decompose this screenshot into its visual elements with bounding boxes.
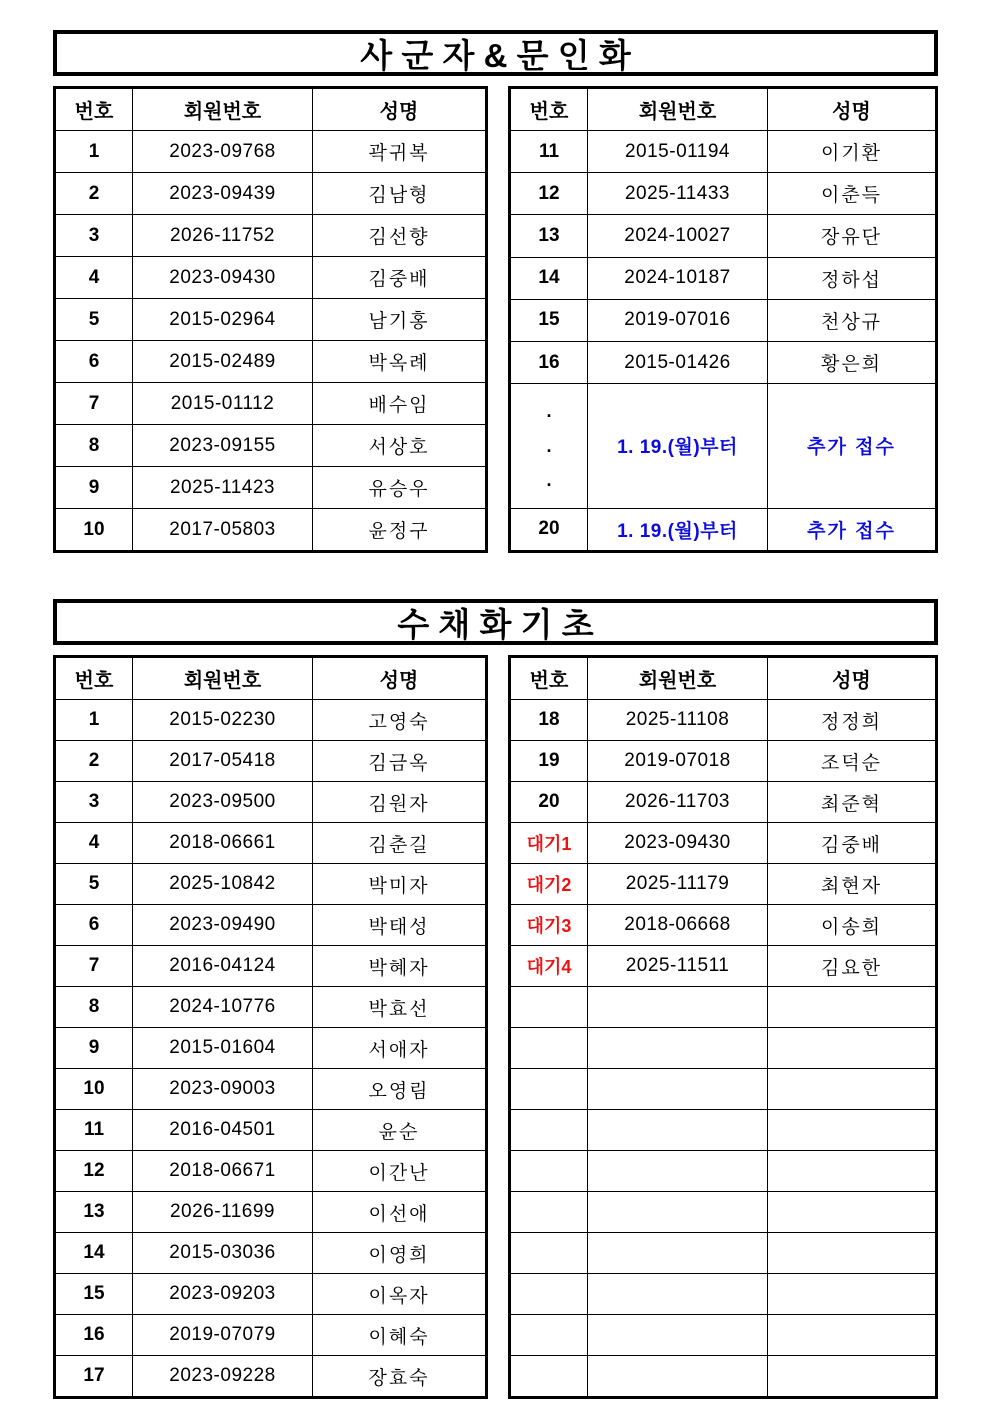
table-row xyxy=(510,215,937,257)
member-no-cell: 2025-11511 xyxy=(588,946,768,987)
table-row xyxy=(55,1233,487,1274)
name-cell: 조덕순 xyxy=(768,741,937,782)
row-no-cell: 17 xyxy=(55,1356,133,1398)
name-cell xyxy=(768,1356,937,1398)
name-cell: 박미자 xyxy=(313,864,487,905)
table-row xyxy=(55,257,487,299)
member-no-cell: 2015-03036 xyxy=(133,1233,313,1274)
name-cell: 윤정구 xyxy=(313,509,487,552)
header-member-no: 회원번호 xyxy=(588,657,768,700)
row-no-cell: 10 xyxy=(55,1069,133,1110)
row-no-cell xyxy=(510,1233,588,1274)
row-no-cell xyxy=(510,1151,588,1192)
row-no-cell: 20 xyxy=(510,508,588,551)
name-cell: 이간난 xyxy=(313,1151,487,1192)
name-cell: 이춘득 xyxy=(768,173,937,215)
name-cell xyxy=(768,1315,937,1356)
member-no-cell: 2019-07016 xyxy=(588,299,768,341)
name-cell xyxy=(768,1151,937,1192)
table-row xyxy=(55,700,487,741)
name-cell: 김요한 xyxy=(768,946,937,987)
name-cell: 추가 접수 xyxy=(768,384,937,509)
table-row xyxy=(55,1069,487,1110)
row-no-cell: 4 xyxy=(55,823,133,864)
row-no-cell xyxy=(510,987,588,1028)
name-cell xyxy=(768,1274,937,1315)
row-no-cell: 10 xyxy=(55,509,133,552)
member-no-cell: 2023-09439 xyxy=(133,173,313,215)
table-row xyxy=(55,1192,487,1233)
name-cell: 최현자 xyxy=(768,864,937,905)
name-cell: 김중배 xyxy=(768,823,937,864)
row-no-cell: 7 xyxy=(55,383,133,425)
table-row xyxy=(55,1315,487,1356)
member-no-cell: 2016-04124 xyxy=(133,946,313,987)
row-no-cell: 1 xyxy=(55,700,133,741)
member-no-cell: 2024-10187 xyxy=(588,257,768,299)
table-row xyxy=(510,1356,937,1398)
table-row xyxy=(510,1274,937,1315)
member-no-cell: 2019-07018 xyxy=(588,741,768,782)
table-row xyxy=(510,1315,937,1356)
table-row xyxy=(510,1233,937,1274)
name-cell xyxy=(768,1110,937,1151)
member-no-cell: 2023-09768 xyxy=(133,131,313,173)
header-member-no: 회원번호 xyxy=(588,88,768,131)
header-name: 성명 xyxy=(313,657,487,700)
row-no-cell: 3 xyxy=(55,782,133,823)
section-title-box xyxy=(53,599,938,645)
member-no-cell: 2015-01112 xyxy=(133,383,313,425)
member-no-cell: 2015-02489 xyxy=(133,341,313,383)
table-row xyxy=(510,1028,937,1069)
row-no-cell xyxy=(510,1110,588,1151)
table-row xyxy=(55,509,487,552)
section-tables xyxy=(53,86,938,553)
header-row xyxy=(510,657,937,700)
name-cell: 고영숙 xyxy=(313,700,487,741)
table-row xyxy=(55,864,487,905)
table-row xyxy=(55,341,487,383)
roster-table-right xyxy=(508,86,938,553)
member-no-cell: 2023-09490 xyxy=(133,905,313,946)
table-row xyxy=(55,1028,487,1069)
roster-table-right xyxy=(508,655,938,1399)
ellipsis-dot: . xyxy=(546,401,552,422)
member-no-cell xyxy=(588,1233,768,1274)
table-row xyxy=(55,987,487,1028)
waiting-notice-row xyxy=(510,384,937,509)
row-no-cell: 13 xyxy=(510,215,588,257)
member-no-cell: 2015-02964 xyxy=(133,299,313,341)
name-cell: 장효숙 xyxy=(313,1356,487,1398)
row-no-cell: 18 xyxy=(510,700,588,741)
name-cell: 김남형 xyxy=(313,173,487,215)
table-row xyxy=(55,1274,487,1315)
header-no: 번호 xyxy=(55,88,133,131)
row-no-cell: 5 xyxy=(55,299,133,341)
name-cell: 정하섭 xyxy=(768,257,937,299)
name-cell: 윤순 xyxy=(313,1110,487,1151)
name-cell: 이선애 xyxy=(313,1192,487,1233)
member-no-cell: 2024-10776 xyxy=(133,987,313,1028)
member-no-cell: 2018-06661 xyxy=(133,823,313,864)
header-name: 성명 xyxy=(768,657,937,700)
member-no-cell: 2026-11752 xyxy=(133,215,313,257)
name-cell: 장유단 xyxy=(768,215,937,257)
name-cell xyxy=(768,987,937,1028)
row-no-cell: 2 xyxy=(55,173,133,215)
member-no-cell: 2017-05418 xyxy=(133,741,313,782)
member-no-cell: 2018-06668 xyxy=(588,905,768,946)
member-no-cell: 2015-01426 xyxy=(588,341,768,383)
member-no-cell: 2023-09430 xyxy=(133,257,313,299)
table-row xyxy=(510,1069,937,1110)
name-cell: 배수임 xyxy=(313,383,487,425)
ellipsis-dot: . xyxy=(546,470,552,491)
name-cell: 김선향 xyxy=(313,215,487,257)
row-no-cell: 16 xyxy=(55,1315,133,1356)
member-no-cell: 2025-11179 xyxy=(588,864,768,905)
member-no-cell: 2024-10027 xyxy=(588,215,768,257)
row-no-cell: 12 xyxy=(55,1151,133,1192)
section-title: 수채화기초 xyxy=(397,605,603,643)
member-no-cell: 2015-01194 xyxy=(588,131,768,173)
table-row xyxy=(510,946,937,987)
member-no-cell xyxy=(588,1192,768,1233)
header-no: 번호 xyxy=(55,657,133,700)
row-no-cell: 19 xyxy=(510,741,588,782)
ellipsis-cell xyxy=(510,384,588,509)
section-tables xyxy=(53,655,938,1399)
row-no-cell: 11 xyxy=(55,1110,133,1151)
header-no: 번호 xyxy=(510,657,588,700)
row-no-cell xyxy=(510,1356,588,1398)
table-row xyxy=(510,1151,937,1192)
row-no-cell: 11 xyxy=(510,131,588,173)
member-no-cell: 1. 19.(월)부터 xyxy=(588,508,768,551)
member-no-cell xyxy=(588,1069,768,1110)
table-row xyxy=(510,782,937,823)
row-no-cell: 7 xyxy=(55,946,133,987)
row-no-cell: 8 xyxy=(55,987,133,1028)
name-cell: 김금옥 xyxy=(313,741,487,782)
name-cell: 이기환 xyxy=(768,131,937,173)
name-cell: 황은희 xyxy=(768,341,937,383)
section-suchaehwa-gicho xyxy=(53,599,938,1399)
roster-table-left xyxy=(53,655,488,1399)
row-no-cell xyxy=(510,1192,588,1233)
table-row xyxy=(510,1110,937,1151)
row-no-cell: 4 xyxy=(55,257,133,299)
name-cell: 곽귀복 xyxy=(313,131,487,173)
table-row xyxy=(55,1356,487,1398)
table-row xyxy=(510,987,937,1028)
row-no-cell: 9 xyxy=(55,1028,133,1069)
table-row xyxy=(55,823,487,864)
name-cell: 유승우 xyxy=(313,467,487,509)
member-no-cell: 2025-11433 xyxy=(588,173,768,215)
row-no-cell xyxy=(510,1274,588,1315)
roster-table-left xyxy=(53,86,488,553)
member-no-cell: 2023-09003 xyxy=(133,1069,313,1110)
table-row xyxy=(55,946,487,987)
ellipsis-dot: . xyxy=(546,435,552,456)
table-row xyxy=(510,508,937,551)
name-cell: 김원자 xyxy=(313,782,487,823)
member-no-cell: 2016-04501 xyxy=(133,1110,313,1151)
row-no-cell: 16 xyxy=(510,341,588,383)
member-no-cell xyxy=(588,1315,768,1356)
row-no-cell: 13 xyxy=(55,1192,133,1233)
header-member-no: 회원번호 xyxy=(133,657,313,700)
name-cell: 김춘길 xyxy=(313,823,487,864)
member-no-cell: 2019-07079 xyxy=(133,1315,313,1356)
member-no-cell: 2026-11699 xyxy=(133,1192,313,1233)
name-cell: 서애자 xyxy=(313,1028,487,1069)
row-no-cell: 대기1 xyxy=(510,823,588,864)
section-title-box xyxy=(53,30,938,76)
member-no-cell: 2023-09500 xyxy=(133,782,313,823)
name-cell: 정정희 xyxy=(768,700,937,741)
table-row xyxy=(55,1151,487,1192)
table-row xyxy=(510,341,937,383)
row-no-cell: 9 xyxy=(55,467,133,509)
table-row xyxy=(510,299,937,341)
header-member-no: 회원번호 xyxy=(133,88,313,131)
row-no-cell: 12 xyxy=(510,173,588,215)
row-no-cell xyxy=(510,1315,588,1356)
name-cell: 박혜자 xyxy=(313,946,487,987)
name-cell: 이송희 xyxy=(768,905,937,946)
ellipsis-dots xyxy=(511,384,587,508)
name-cell: 천상규 xyxy=(768,299,937,341)
member-no-cell: 1. 19.(월)부터 xyxy=(588,384,768,509)
table-row xyxy=(510,131,937,173)
table-row xyxy=(510,823,937,864)
member-no-cell: 2018-06671 xyxy=(133,1151,313,1192)
name-cell xyxy=(768,1028,937,1069)
header-row xyxy=(55,657,487,700)
header-row xyxy=(510,88,937,131)
member-no-cell xyxy=(588,987,768,1028)
table-row xyxy=(55,467,487,509)
member-no-cell: 2026-11703 xyxy=(588,782,768,823)
member-no-cell xyxy=(588,1151,768,1192)
table-row xyxy=(510,741,937,782)
row-no-cell: 14 xyxy=(55,1233,133,1274)
row-no-cell: 대기4 xyxy=(510,946,588,987)
table-row xyxy=(55,215,487,257)
name-cell: 이영희 xyxy=(313,1233,487,1274)
name-cell: 이옥자 xyxy=(313,1274,487,1315)
row-no-cell: 2 xyxy=(55,741,133,782)
name-cell xyxy=(768,1192,937,1233)
name-cell: 이혜숙 xyxy=(313,1315,487,1356)
row-no-cell: 5 xyxy=(55,864,133,905)
header-name: 성명 xyxy=(313,88,487,131)
name-cell: 최준혁 xyxy=(768,782,937,823)
name-cell xyxy=(768,1069,937,1110)
row-no-cell: 3 xyxy=(55,215,133,257)
row-no-cell: 15 xyxy=(55,1274,133,1315)
table-row xyxy=(55,131,487,173)
table-row xyxy=(55,1110,487,1151)
table-row xyxy=(55,299,487,341)
table-row xyxy=(55,173,487,215)
member-no-cell: 2025-11108 xyxy=(588,700,768,741)
row-no-cell: 6 xyxy=(55,905,133,946)
table-row xyxy=(55,905,487,946)
member-no-cell xyxy=(588,1110,768,1151)
table-row xyxy=(55,383,487,425)
row-no-cell: 15 xyxy=(510,299,588,341)
member-no-cell: 2017-05803 xyxy=(133,509,313,552)
member-no-cell xyxy=(588,1274,768,1315)
member-no-cell: 2025-10842 xyxy=(133,864,313,905)
row-no-cell: 대기3 xyxy=(510,905,588,946)
row-no-cell: 6 xyxy=(55,341,133,383)
member-no-cell: 2023-09228 xyxy=(133,1356,313,1398)
section-title: 사군자&문인화 xyxy=(360,36,640,74)
row-no-cell: 20 xyxy=(510,782,588,823)
name-cell: 오영림 xyxy=(313,1069,487,1110)
row-no-cell xyxy=(510,1028,588,1069)
row-no-cell: 14 xyxy=(510,257,588,299)
table-row xyxy=(55,425,487,467)
table-row xyxy=(510,257,937,299)
header-no: 번호 xyxy=(510,88,588,131)
header-row xyxy=(55,88,487,131)
table-row xyxy=(510,905,937,946)
row-no-cell xyxy=(510,1069,588,1110)
section-sagunja-muninhwa xyxy=(53,30,938,553)
member-no-cell: 2015-02230 xyxy=(133,700,313,741)
table-row xyxy=(510,173,937,215)
member-no-cell: 2023-09203 xyxy=(133,1274,313,1315)
table-row xyxy=(55,782,487,823)
page-content xyxy=(53,30,938,1399)
name-cell xyxy=(768,1233,937,1274)
member-no-cell: 2023-09155 xyxy=(133,425,313,467)
row-no-cell: 1 xyxy=(55,131,133,173)
name-cell: 박태성 xyxy=(313,905,487,946)
name-cell: 박옥례 xyxy=(313,341,487,383)
name-cell: 서상호 xyxy=(313,425,487,467)
member-no-cell: 2023-09430 xyxy=(588,823,768,864)
header-name: 성명 xyxy=(768,88,937,131)
member-no-cell xyxy=(588,1356,768,1398)
member-no-cell xyxy=(588,1028,768,1069)
member-no-cell: 2015-01604 xyxy=(133,1028,313,1069)
table-row xyxy=(55,741,487,782)
table-row xyxy=(510,700,937,741)
table-row xyxy=(510,864,937,905)
row-no-cell: 대기2 xyxy=(510,864,588,905)
table-row xyxy=(510,1192,937,1233)
name-cell: 박효선 xyxy=(313,987,487,1028)
row-no-cell: 8 xyxy=(55,425,133,467)
name-cell: 남기홍 xyxy=(313,299,487,341)
name-cell: 김중배 xyxy=(313,257,487,299)
member-no-cell: 2025-11423 xyxy=(133,467,313,509)
name-cell: 추가 접수 xyxy=(768,508,937,551)
